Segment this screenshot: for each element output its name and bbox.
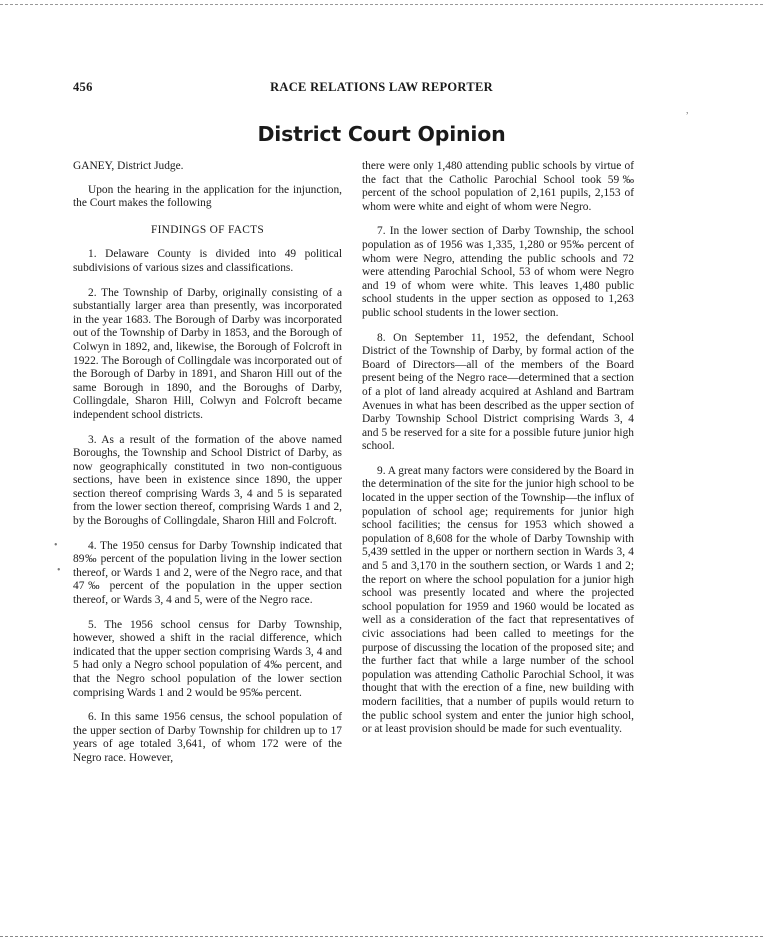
finding-paragraph: 8. On September 11, 1952, the defendant, School District of the Township of Darby, by formal action of the Board of Directors—all of the members of the Board present being of the Negro race—determined that a section of a plot of land already acquired at Ashland and Bartram Avenues in what has been described as the upper section of Darby Township School District comprising Wards 3, 4 and 5 be reserved for a site for a possible future junior high school. — [362, 331, 634, 453]
finding-paragraph: 7. In the lower section of Darby Township, the school population as of 1956 was 1,335, 1,280 or 95‰ percent of whom were Negro, attending the public schools and 72 were attending Parochial School, 53 of whom were Negro and 19 of whom were white. This leaves 1,480 public school students in the upper section as opposed to 1,263 public school students in the lower section. — [362, 225, 634, 319]
bottom-border-rule — [0, 936, 763, 937]
finding-paragraph: 6. In this same 1956 census, the school population of the upper section of Darby Township for children up to 17 years of age totaled 3,641, of whom 172 were of the Negro race. However, — [73, 711, 342, 764]
finding-paragraph: 3. As a result of the formation of the above named Boroughs, the Township and School District of Darby, as now geographically constituted in two non-contiguous sections, have been in existence since 1890, the upper section thereof comprising Wards 3, 4 and 5 is separated from the lower section thereof, comprising Wards 1 and 2, by the Boroughs of Collingdale, Sharon Hill and Folcroft. — [73, 433, 342, 528]
scan-speck: • — [54, 540, 58, 551]
judge-name: GANEY, District Judge. — [73, 160, 184, 172]
section-heading: FINDINGS OF FACTS — [150, 223, 265, 236]
top-border-rule — [0, 4, 763, 5]
finding-paragraph: 4. The 1950 census for Darby Township indicated that 89‰ percent of the population living in the lower section thereof, or Wards 1 and 2, were of the Negro race, and that 47‰ percent of the population in the upper section thereof, or Wards 3, 4 and 5, were of the Negro race. — [73, 539, 342, 607]
intro-paragraph: Upon the hearing in the application for the injunction, the Court makes the following — [73, 183, 342, 210]
scan-speck: • — [57, 565, 61, 576]
page-number: 456 — [73, 80, 93, 94]
right-column — [362, 160, 634, 748]
finding-paragraph: 9. A great many factors were considered by the Board in the determination of the site for the junior high school to be located in the upper section of the Township—the influx of population of school age; requirements for junior high school facilities; the census for 1953 which showed a population of 8,608 for the whole of Darby Township with 5,439 settled in the upper or northern section in Wards 3, 4 and 5 and 3,170 in the southern section, or Wards 1 and 2; the report on where the school population for a junior high school was presently located and where the projected school population for 1959 and 1960 would be located as well as a consideration of the fact that representatives of civic associations had been called to meetings for the purpose of discussing the location of the proposed site; and the further fact that while a large number of the school population was attending Catholic Parochial School, it was thought that with the erection of a fine, new building with modern facilities, that a number of pupils would return to the public school system and enter the junior high school, or at least provision should be made for such eventuality. — [362, 464, 634, 736]
left-column — [73, 160, 342, 777]
finding-paragraph: 2. The Township of Darby, originally consisting of a substantially larger area than presently, was incorporated in the year 1683. The Borough of Darby was incorporated out of the Township of Darby in 1853, and the Borough of Colwyn in 1892, and, likewise, the Borough of Folcroft in 1922. The Borough of Collingdale was incorporated out of the Borough of Darby in 1891, and Sharon Hill out of the same Borough in 1890, and the Boroughs of Darby, Collingdale, Sharon Hill, Colwyn and Folcroft became independent school districts. — [73, 286, 342, 421]
continuation-paragraph: there were only 1,480 attending public schools by virtue of the fact that the Catholic Parochial School took 59‰ percent of the school population of 2,161 pupils, 2,153 of whom were white and eight of whom were Negro. — [362, 160, 634, 213]
page-title: District Court Opinion — [257, 122, 506, 146]
running-head: RACE RELATIONS LAW REPORTER — [270, 80, 493, 94]
finding-paragraph: 5. The 1956 school census for Darby Township, however, showed a shift in the racial difference, which indicated that the upper section comprising Wards 3, 4 and 5 had only a Negro school population of 4‰ percent, and that the Negro school population of the lower section comprising Wards 1 and 2 would be 95‰ percent. — [73, 618, 342, 699]
scan-speck: , — [686, 105, 689, 116]
finding-paragraph: 1. Delaware County is divided into 49 political subdivisions of various sizes and classifications. — [73, 248, 342, 274]
